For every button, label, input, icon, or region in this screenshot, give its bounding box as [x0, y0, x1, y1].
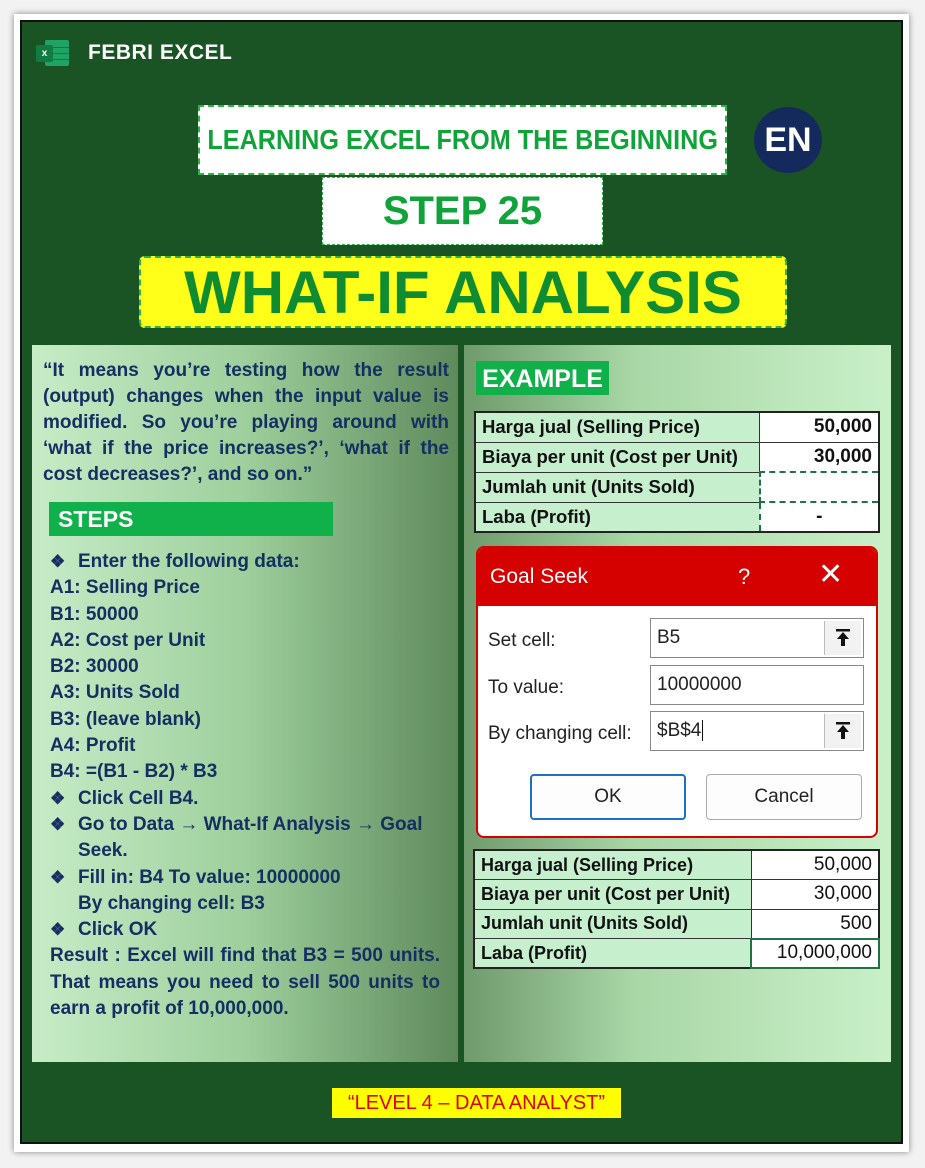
diamond-bullet-icon: ❖	[50, 920, 66, 940]
page-title: WHAT-IF ANALYSIS	[184, 258, 742, 326]
example-table-before	[474, 411, 880, 533]
table-row	[474, 939, 879, 969]
table-row	[475, 472, 879, 502]
table-row	[475, 442, 879, 472]
result-text: Result : Excel will find that B3 = 500 units. That means you need to sell 500 units to earn a profit of 10,000,000.	[50, 945, 440, 1020]
cell-value[interactable]: 30,000	[751, 880, 879, 910]
step-item: A3: Units Sold	[50, 682, 180, 704]
cell-value[interactable]: 500	[751, 909, 879, 939]
diamond-bullet-icon: ❖	[50, 814, 66, 834]
to-value-input[interactable]: 10000000	[650, 665, 864, 705]
step-banner	[322, 177, 603, 245]
close-icon[interactable]: ✕	[818, 558, 844, 591]
step-item: ❖ Enter the following data:	[50, 549, 440, 575]
step-item: A4: Profit	[50, 735, 136, 757]
set-cell-input[interactable]: B5	[650, 618, 864, 658]
title-banner	[139, 256, 787, 328]
step-item: A1: Selling Price	[50, 577, 200, 599]
definition-quote: “It means you’re testing how the result (output) changes when the input value is modified. So you’re playing around with ‘what if the price increases?’, ‘what if the cost decreases?’, and so on.”	[43, 360, 449, 485]
example-label: EXAMPLE	[476, 361, 609, 395]
step-item: By changing cell: B3	[78, 892, 265, 914]
cell-label[interactable]: Biaya per unit (Cost per Unit)	[474, 880, 751, 910]
brand	[36, 38, 232, 68]
learning-text: LEARNING EXCEL FROM THE BEGINNING	[207, 124, 718, 155]
cell-value[interactable]: 50,000	[760, 412, 879, 442]
step-text: STEP 25	[382, 188, 543, 233]
table-row	[474, 880, 879, 910]
cell-value-selected[interactable]	[760, 472, 879, 502]
cell-label[interactable]: Jumlah unit (Units Sold)	[474, 909, 751, 939]
cell-value[interactable]: 30,000	[760, 442, 879, 472]
brand-name: FEBRI EXCEL	[88, 41, 233, 64]
learning-banner	[198, 105, 727, 175]
excel-logo-icon: x	[36, 38, 70, 68]
help-icon[interactable]: ?	[738, 564, 751, 589]
cancel-button[interactable]: Cancel	[706, 774, 862, 820]
to-value-label: To value:	[488, 677, 565, 698]
cell-label[interactable]: Harga jual (Selling Price)	[474, 850, 751, 880]
steps-header: STEPS	[49, 502, 333, 536]
level-badge: “LEVEL 4 – DATA ANALYST”	[332, 1088, 621, 1118]
step-item: B1: 50000	[50, 603, 139, 625]
set-cell-label: Set cell:	[488, 630, 556, 651]
language-badge: EN	[754, 107, 822, 173]
step-item: B4: =(B1 - B2) * B3	[50, 761, 218, 783]
table-row	[475, 412, 879, 442]
cell-label[interactable]: Jumlah unit (Units Sold)	[475, 472, 760, 502]
changing-cell-input[interactable]: $B$4	[650, 711, 864, 751]
example-table-after	[473, 849, 880, 969]
goal-seek-dialog	[476, 546, 878, 838]
diamond-bullet-icon: ❖	[50, 867, 66, 887]
cell-value[interactable]: 50,000	[751, 850, 879, 880]
step-item: Seek.	[78, 840, 128, 862]
step-item: ❖ Fill in: B4 To value: 10000000	[50, 865, 440, 891]
step-item: ❖ Go to Data → What-If Analysis → Goal	[50, 812, 440, 838]
cell-label[interactable]: Laba (Profit)	[474, 939, 751, 969]
cell-label[interactable]: Harga jual (Selling Price)	[475, 412, 760, 442]
cell-label[interactable]: Biaya per unit (Cost per Unit)	[475, 442, 760, 472]
dialog-title: Goal Seek	[490, 565, 589, 588]
cell-value-selected[interactable]: -	[760, 502, 879, 532]
changing-cell-label: By changing cell:	[488, 723, 632, 744]
table-row	[474, 850, 879, 880]
steps-list	[50, 549, 440, 1022]
step-item: ❖ Click Cell B4.	[50, 786, 440, 812]
collapse-dialog-icon[interactable]	[824, 621, 861, 655]
table-row	[474, 909, 879, 939]
step-item: B3: (leave blank)	[50, 708, 201, 730]
diamond-bullet-icon: ❖	[50, 552, 66, 571]
cell-value[interactable]: 10,000,000	[751, 939, 879, 969]
step-item: A2: Cost per Unit	[50, 629, 206, 651]
ok-button[interactable]: OK	[530, 774, 686, 820]
diamond-bullet-icon: ❖	[50, 788, 66, 808]
step-item: ❖ Click OK	[50, 917, 440, 943]
step-item: B2: 30000	[50, 656, 139, 678]
collapse-dialog-icon[interactable]	[824, 714, 861, 748]
cell-label[interactable]: Laba (Profit)	[475, 502, 760, 532]
table-row	[475, 502, 879, 532]
